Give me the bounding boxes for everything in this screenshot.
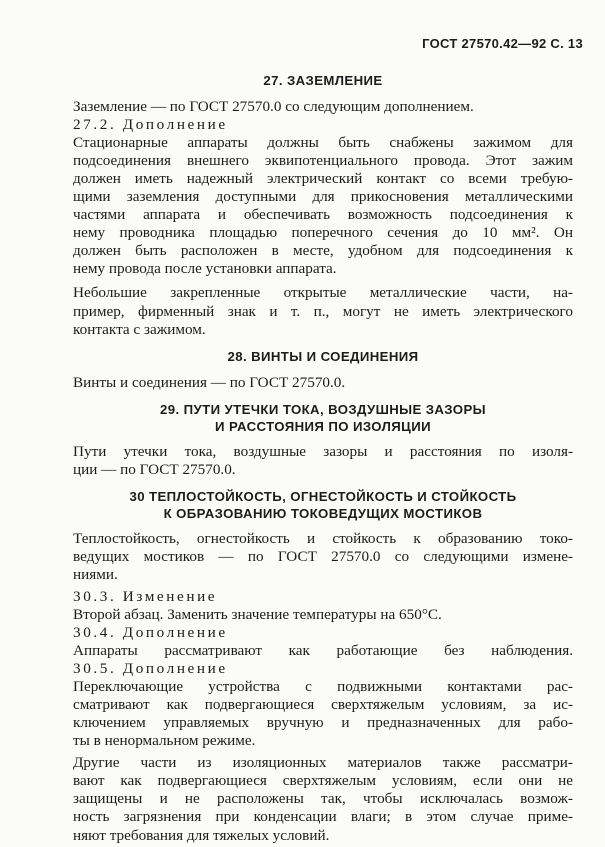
text-line: ность загрязнения при конденсации влаги; в этом случае приме- (73, 808, 573, 826)
text-line: должен иметь надежный электрический контакт со всеми требую- (73, 170, 573, 188)
subsection-title-30-5: 30.5. Дополнение (73, 660, 228, 678)
text-line: вают как подвергающиеся сверхтяжелым условиям, если они не (73, 772, 573, 790)
section-heading-30-line-1: 30 ТЕПЛОСТОЙКОСТЬ, ОГНЕСТОЙКОСТЬ И СТОЙКОСТЬ (129, 488, 517, 504)
text-line: частями аппарата и обеспечивать возможность подсоединения к (73, 206, 573, 224)
subsection-title-30-3: 30.3. Изменение (73, 587, 218, 605)
paragraph-30-5-a (73, 678, 573, 750)
text-line: сматривают как подвергающиеся сверхтяжелым условиям, за ис- (73, 696, 573, 714)
running-header: ГОСТ 27570.42—92 С. 13 (422, 36, 583, 51)
text-line: Аппараты рассматривают как работающие без наблюдения. (73, 642, 573, 660)
section-heading-29-line-2: И РАССТОЯНИЯ ПО ИЗОЛЯЦИИ (215, 418, 431, 434)
text-line: Винты и соединения — по ГОСТ 27570.0. (73, 373, 346, 391)
text-line: Теплостойкость, огнестойкость и стойкость к образованию токо- (73, 529, 573, 547)
text-line: защищены и не расположены так, чтобы исключалась возмож- (73, 790, 573, 808)
text-line: должен быть расположен в месте, удобном для подсоединения к (73, 242, 573, 260)
text-line: Пути утечки тока, воздушные зазоры и расстояния по изоля- (73, 442, 573, 460)
text-line: Заземление — по ГОСТ 27570.0 со следующим дополнением. (73, 98, 474, 115)
section-28-text (73, 374, 573, 392)
section-30-intro (73, 530, 573, 584)
text-line: ниями. (73, 565, 118, 583)
text-line: Переключающие устройства с подвижными контактами рас- (73, 678, 573, 696)
subsection-title-30-4: 30.4. Дополнение (73, 623, 228, 641)
text-line: Небольшие закрепленные открытые металлические части, на- (73, 284, 573, 302)
paragraph-30-3 (73, 606, 573, 624)
text-line: щими заземления доступными для прикосновения металлическими (73, 188, 573, 206)
text-line: Второй абзац. Заменить значение температуры на 650°С. (73, 605, 442, 623)
text-line: ключением управляемых вручную и предназначенных для рабо- (73, 714, 573, 732)
section-heading-28: 28. ВИНТЫ И СОЕДИНЕНИЯ (227, 348, 419, 364)
section-heading-27: 27. ЗАЗЕМЛЕНИЕ (263, 73, 383, 88)
text-line: няют требования для тяжелых условий. (73, 826, 330, 844)
subsection-title-27-2: 27.2. Дополнение (73, 116, 228, 134)
paragraph-27-2-b (73, 284, 573, 338)
text-line: пример, фирменный знак и т. п., могут не иметь электрического (73, 302, 573, 320)
text-line: контакта с зажимом. (73, 320, 206, 338)
section-heading-29-line-1: 29. ПУТИ УТЕЧКИ ТОКА, ВОЗДУШНЫЕ ЗАЗОРЫ (160, 401, 486, 417)
section-heading-30-line-2: К ОБРАЗОВАНИЮ ТОКОВЕДУЩИХ МОСТИКОВ (163, 505, 483, 521)
text-line: подсоединения внешнего эквипотенциального провода. Этот зажим (73, 152, 573, 170)
paragraph-27-2-a (73, 134, 573, 278)
text-line: ты в ненормальном режиме. (73, 732, 256, 750)
text-line: нему провода после установки аппарата. (73, 260, 337, 278)
text-line: нему проводника площадью поперечного сечения до 10 мм². Он (73, 224, 573, 242)
paragraph-30-5-b (73, 754, 573, 844)
text-line: ции — по ГОСТ 27570.0. (73, 460, 236, 478)
text-line: Стационарные аппараты должны быть снабжены зажимом для (73, 134, 573, 152)
section-29-text (73, 443, 573, 479)
text-line: Другие части из изоляционных материалов также рассматри- (73, 754, 573, 772)
paragraph-30-4 (73, 642, 573, 660)
section-27-intro (73, 98, 573, 116)
text-line: ведущих мостиков — по ГОСТ 27570.0 со следующими измене- (73, 547, 573, 565)
document-body (73, 72, 573, 845)
